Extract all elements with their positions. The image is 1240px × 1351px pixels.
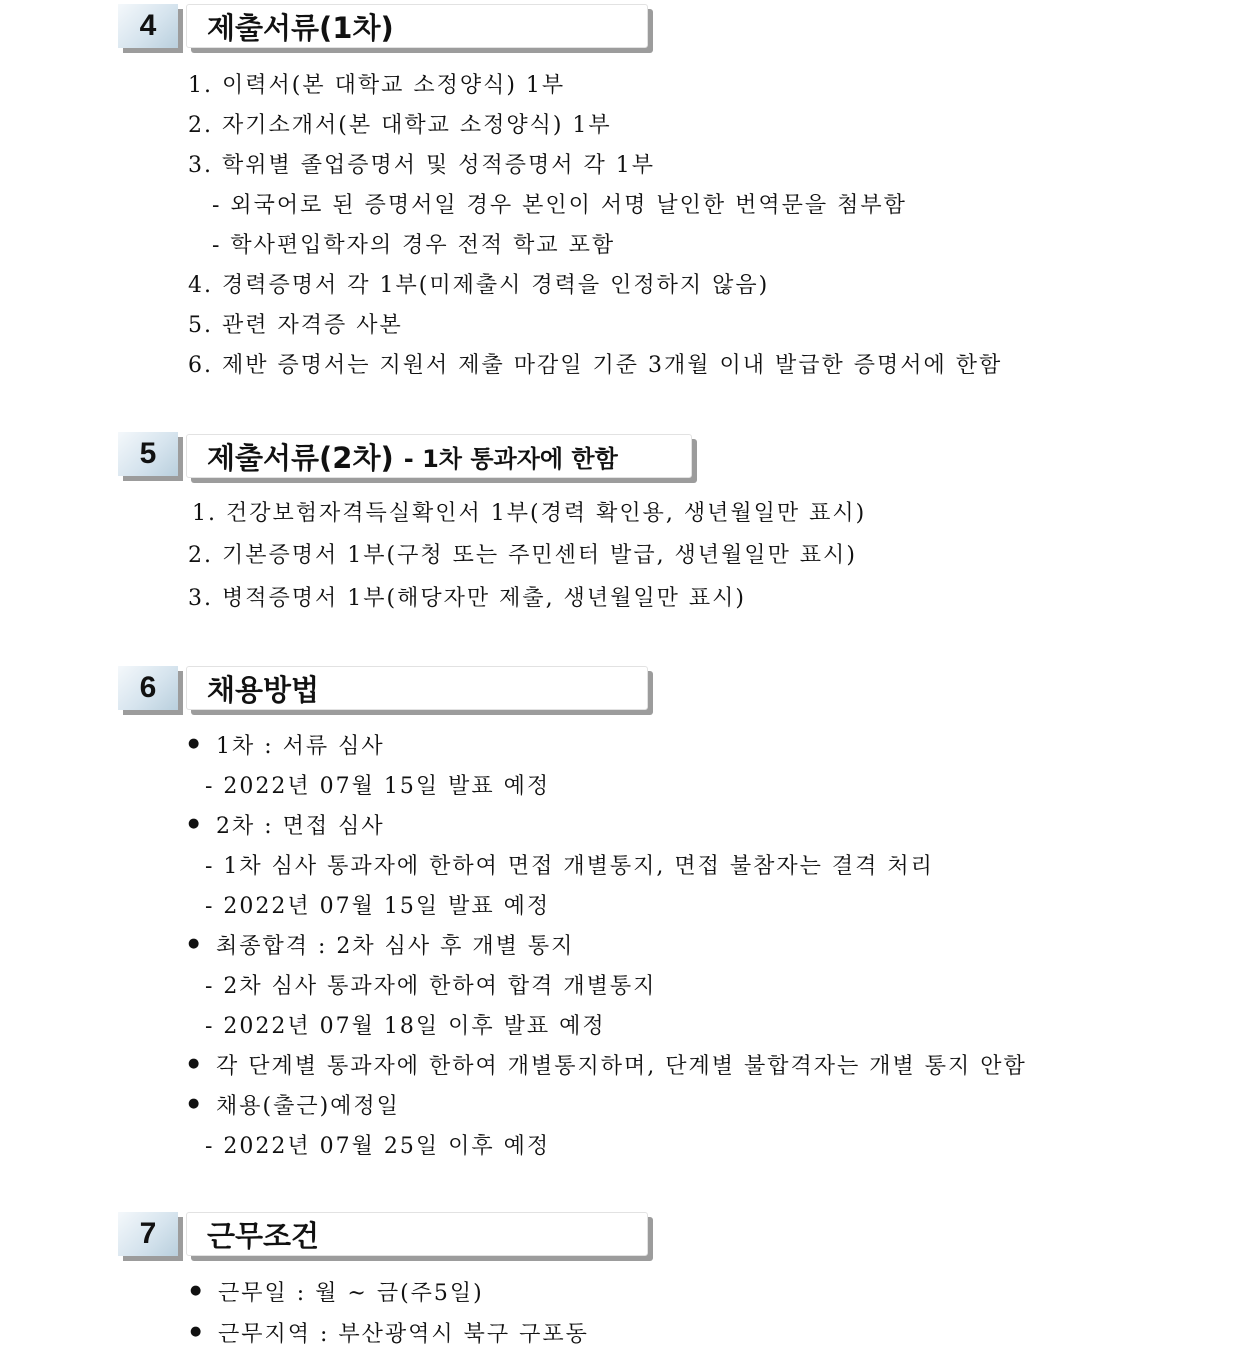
list-subitem: - 2차 심사 통과자에 한하여 합격 개별통지 (205, 974, 657, 999)
bullet-item: ● 1차 : 서류 심사 (216, 729, 385, 760)
section-number-badge: 7 (118, 1212, 178, 1256)
section-number-badge: 6 (118, 666, 178, 710)
list-subitem: - 학사편입학자의 경우 전적 학교 포함 (212, 233, 616, 258)
list-item: 1. 건강보험자격득실확인서 1부(경력 확인용, 생년월일만 표시) (192, 501, 867, 526)
section-number-badge: 4 (118, 4, 178, 48)
section-title (186, 434, 692, 478)
list-item: 3. 학위별 졸업증명서 및 성적증명서 각 1부 (188, 153, 655, 178)
section-number-badge: 5 (118, 432, 178, 476)
list-subitem: - 2022년 07월 15일 발표 예정 (205, 894, 551, 919)
bullet-item: ● 각 단계별 통과자에 한하여 개별통지하며, 단계별 불합격자는 개별 통지 안함 (216, 1049, 1027, 1080)
list-item: 4. 경력증명서 각 1부(미제출시 경력을 인정하지 않음) (188, 273, 770, 298)
section-title-text: 근무조건 (207, 1218, 320, 1253)
section-title (186, 1212, 648, 1256)
list-item: 5. 관련 자격증 사본 (188, 313, 403, 338)
list-item: 3. 병적증명서 1부(해당자만 제출, 생년월일만 표시) (188, 586, 746, 611)
bullet-item: ● 근무일 : 월 ~ 금(주5일) (218, 1276, 484, 1307)
bullet-item: ● 근무지역 : 부산광역시 북구 구포동 (218, 1317, 589, 1348)
list-item: 1. 이력서(본 대학교 소정양식) 1부 (188, 73, 566, 98)
bullet-item: ● 채용(출근)예정일 (216, 1089, 400, 1120)
list-item: 6. 제반 증명서는 지원서 제출 마감일 기준 3개월 이내 발급한 증명서에 한함 (188, 353, 1003, 378)
bullet-item: ● 2차 : 면접 심사 (216, 809, 385, 840)
list-item: 2. 기본증명서 1부(구청 또는 주민센터 발급, 생년월일만 표시) (188, 543, 857, 568)
list-subitem: - 외국어로 된 증명서일 경우 본인이 서명 날인한 번역문을 첨부함 (212, 193, 907, 218)
section-subtitle: - 1차 통과자에 한함 (403, 444, 618, 473)
list-subitem: - 2022년 07월 25일 이후 예정 (205, 1134, 551, 1159)
section-title (186, 666, 648, 710)
list-subitem: - 2022년 07월 15일 발표 예정 (205, 774, 551, 799)
list-subitem: - 1차 심사 통과자에 한하여 면접 개별통지, 면접 불참자는 결격 처리 (205, 854, 934, 879)
section-title-text: 제출서류(1차) (207, 10, 394, 45)
bullet-item: ● 최종합격 : 2차 심사 후 개별 통지 (216, 929, 574, 960)
section-title-text: 채용방법 (207, 672, 320, 707)
section-title-text: 제출서류(2차) (207, 440, 394, 475)
list-subitem: - 2022년 07월 18일 이후 발표 예정 (205, 1014, 606, 1039)
list-item: 2. 자기소개서(본 대학교 소정양식) 1부 (188, 113, 612, 138)
section-title (186, 4, 648, 48)
